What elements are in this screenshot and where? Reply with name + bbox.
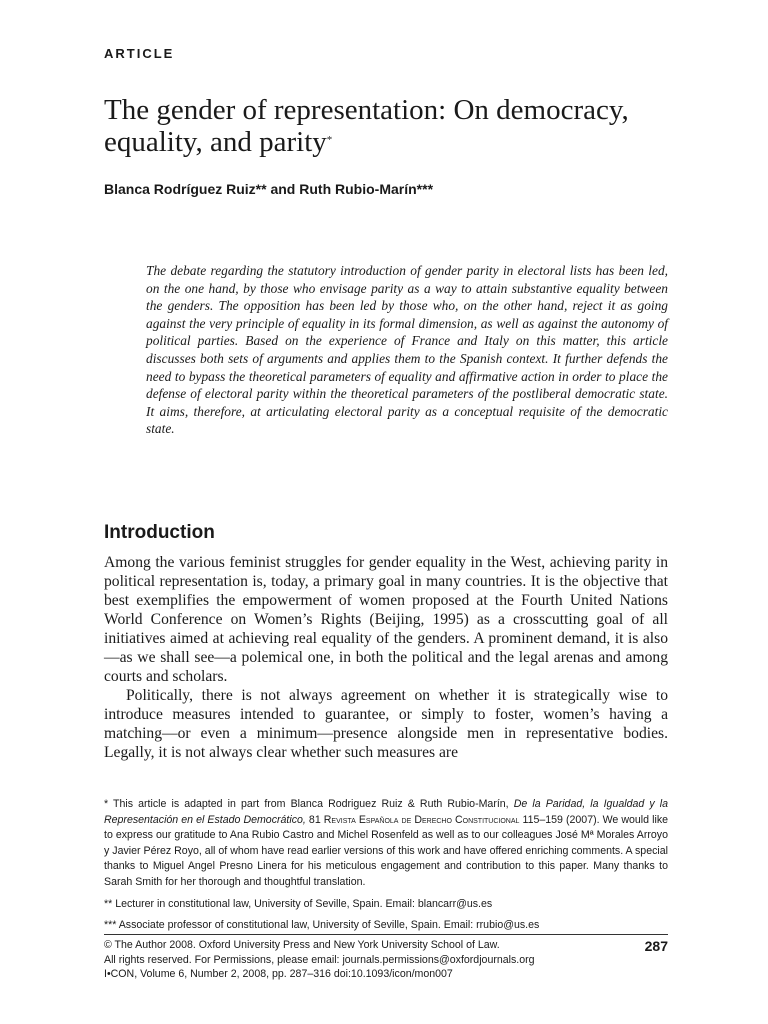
page-number: 287 [644, 938, 668, 954]
footnotes [104, 797, 668, 940]
body-paragraph: Among the various feminist struggles for gender equality in the West, achieving parity in political representation is, today, a primary goal in many countries. It is the objective that best exemplifies the empowerment of women proposed at the Fourth United Nations World Conference on Women’s Rights (Beijing, 1995) as a crosscutting goal of all initiatives aimed at achieving real equality of the genders. A prominent demand, it is also—as we shall see—a polemical one, in both the political and the legal arenas and among courts and scholars. [104, 554, 668, 685]
article-type-label: ARTICLE [104, 46, 175, 61]
footnote-2: ** Lecturer in constitutional law, University of Seville, Spain. Email: blancarr@us.es [104, 897, 493, 910]
footnote-1-journal: Revista Española de Derecho Constitucional [323, 813, 520, 826]
article-title [104, 94, 684, 158]
body-paragraph: Politically, there is not always agreement on whether it is strategically wise to introduce measures intended to guarantee, or simply to foster, women’s having a matching—or even a minimum—presence alongside men in representative bodies. Legally, it is not always clear whether such measures are [104, 687, 668, 761]
abstract: The debate regarding the statutory introduction of gender parity in electoral lists has been led, on the one hand, by those who envisage parity as a way to attain substantive equality between the genders. The opposition has been led by those who, on the other hand, reject it as going against the very principle of equality in its formal dimension, as well as against the autonomy of political parties. Based on the experience of France and Italy on this matter, this article discusses both sets of arguments and applies them to the Spanish context. It further defends the need to bypass the theoretical parameters of equality and affirmative action in order to place the defense of electoral parity within the theoretical parameters of the postliberal democratic state. It aims, therefore, at articulating electoral parity as a conceptual requisite of the democratic state. [146, 263, 668, 437]
citation-line: I•CON, Volume 6, Number 2, 2008, pp. 287–316 doi:10.1093/icon/mon007 [104, 968, 453, 980]
introduction-body [104, 553, 668, 762]
page-footer [104, 938, 668, 982]
article-authors: Blanca Rodríguez Ruiz** and Ruth Rubio-Marín*** [104, 181, 434, 197]
permissions-line: All rights reserved. For Permissions, please email: journals.permissions@oxfordjournals.org [104, 953, 535, 966]
footnote-1 [104, 797, 668, 891]
footnote-3: *** Associate professor of constitutional law, University of Seville, Spain. Email: rrubio@us.es [104, 919, 540, 932]
footnote-1-volume: 81 [308, 813, 321, 826]
article-title-text: The gender of representation: On democracy, equality, and parity [104, 94, 629, 158]
footnote-1-rest: 115–159 (2007). We would like to express our gratitude to Ana Rubio Castro and Michel Rosenfeld as well as to our colleagues José Mª Morales Arroyo y Javier Pérez Royo, all of whom have read earlier versions of this work and have offered enriching comments. A special thanks to Miguel Angel Presno Linera for his meticulous engagement and contribution to this paper. Many thanks to Sarah Smith for her thorough and thoughtful translation. [104, 813, 669, 888]
footnote-1-book-title: De la Paridad, la Igualdad y la Representación en el Estado Democrático, [104, 798, 668, 826]
section-heading-introduction: Introduction [104, 522, 215, 543]
footer-divider [104, 934, 668, 935]
copyright-line: © The Author 2008. Oxford University Press and New York University School of Law. [104, 939, 500, 951]
title-footnote-marker: * [326, 134, 333, 146]
footnote-1-lead: * This article is adapted in part from Blanca Rodriguez Ruiz & Ruth Rubio-Marín, [104, 798, 509, 810]
